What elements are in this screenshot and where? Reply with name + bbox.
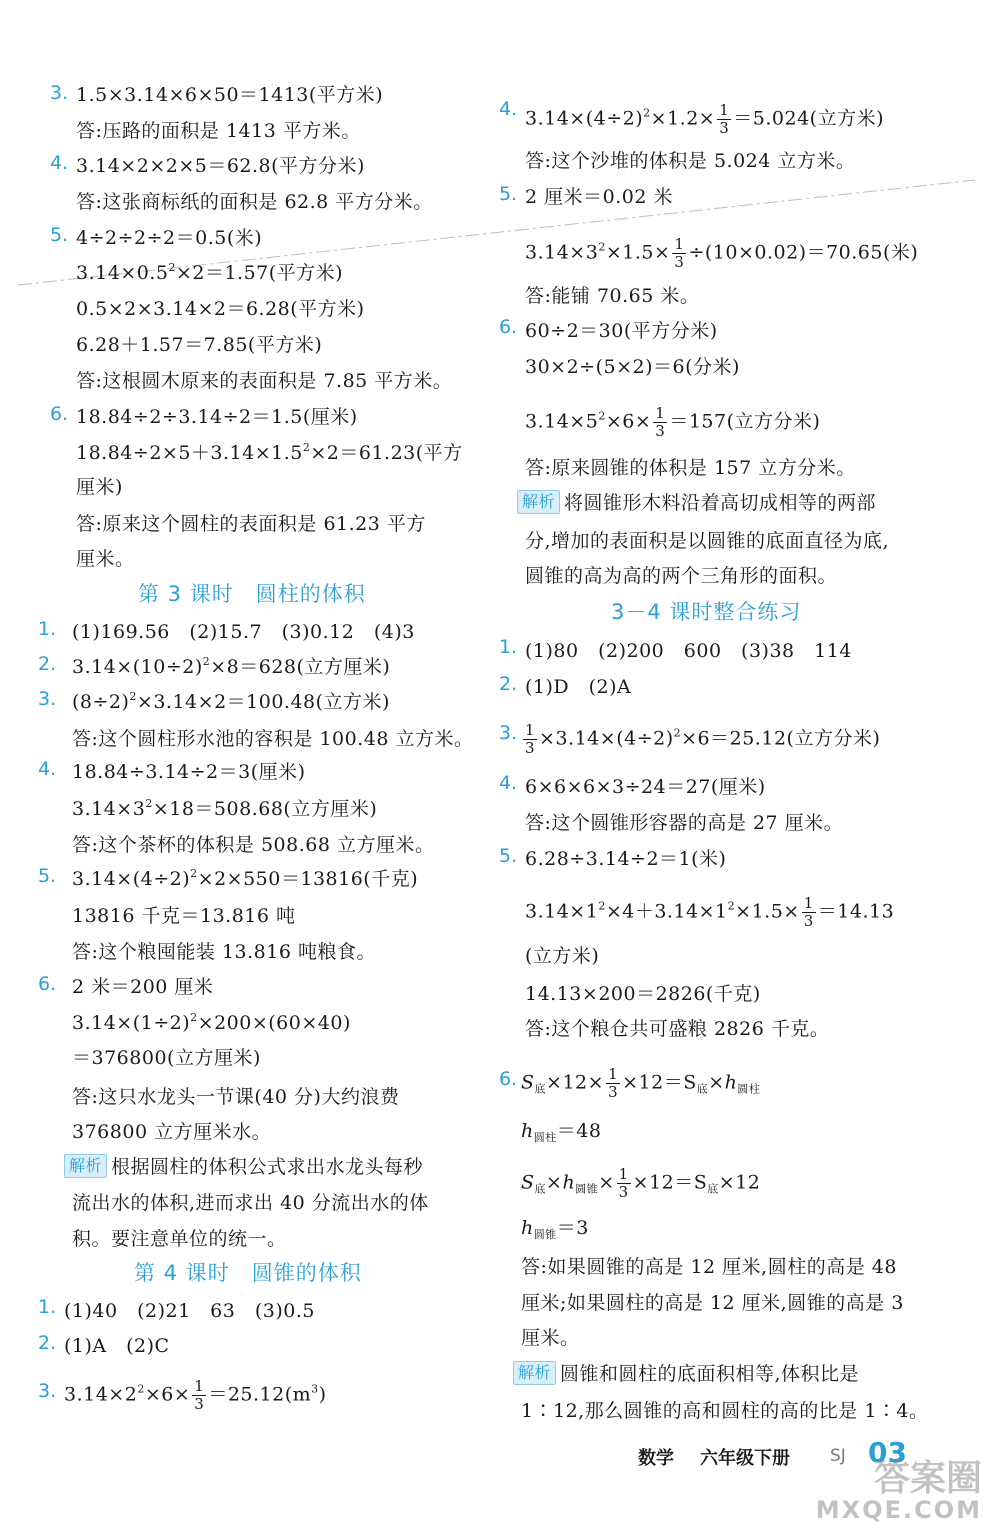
question-number: 6. — [499, 1068, 518, 1090]
question-number: 6. — [38, 973, 57, 995]
answer-line: 答:能铺 70.65 米。 — [525, 285, 700, 307]
question-number: 6. — [50, 403, 69, 425]
analysis-line: 解析 将圆锥形木料沿着高切成相等的两部 — [517, 490, 876, 516]
answer-line: $3.14\times 1^2\times 4+3.14\times 1^2\times 1.5\times$ $\frac{1}{3}$ ＝14.13 — [525, 894, 895, 930]
answer-line: $3.14\times 3^2\times 1.5\times$ $\frac{1}{3}$ ÷(10×0.02)＝70.65(米) — [525, 235, 919, 271]
answer-line: 6.28÷3.14÷2＝1(米) — [525, 848, 727, 870]
answer-line: 答:如果圆锥的高是 12 厘米,圆柱的高是 48 — [521, 1256, 897, 1278]
answer-line: 2 厘米＝0.02 米 — [525, 186, 673, 208]
answer-line: 答:这个茶杯的体积是 508.68 立方厘米。 — [72, 834, 435, 856]
question-number: 1. — [499, 636, 518, 658]
answer-line: $\frac{1}{3}$ $\times 3.14\times(4\div 2)^2\times 6=25.12$(立方分米) — [525, 721, 881, 757]
page-number: 03 — [868, 1436, 907, 1469]
question-number: 5. — [499, 845, 518, 867]
answer-line: $18.84\div 2\times 5+3.14\times 1.5^2\times 2=61.23$(平方 — [76, 441, 463, 464]
answer-line: 4÷2÷2÷2＝0.5(米) — [76, 227, 263, 249]
analysis-tag: 解析 — [513, 1361, 556, 1385]
section-heading-integrated: 3－4 课时整合练习 — [611, 600, 802, 624]
question-number: 4. — [50, 152, 69, 174]
question-number: 4. — [499, 98, 518, 120]
formula-line: $h_{圆柱}=48$ — [521, 1120, 602, 1144]
answer-line: 答:原来这个圆柱的表面积是 61.23 平方 — [76, 513, 426, 535]
fraction: $\frac{1}{3}$ — [194, 1377, 205, 1413]
question-number: 5. — [499, 183, 518, 205]
fraction: $\frac{1}{3}$ — [719, 101, 730, 137]
answer-line: 6×6×6×3÷24＝27(厘米) — [525, 776, 766, 798]
answer-line: 答:这个圆柱形水池的容积是 100.48 立方米。 — [72, 728, 474, 750]
footer-edition: SJ — [830, 1446, 846, 1466]
answer-line: 厘米) — [76, 476, 123, 498]
fraction: $\frac{1}{3}$ — [655, 404, 666, 440]
answer-line: 60÷2＝30(平方分米) — [525, 320, 718, 342]
answer-line: (立方米) — [525, 945, 600, 967]
analysis-tag: 解析 — [517, 490, 560, 514]
watermark-url: MXQE.COM — [815, 1496, 982, 1524]
answer-line: 18.84÷3.14÷2＝3(厘米) — [72, 761, 306, 783]
answer-line: $3.14\times(10\div 2)^2\times 8=628$(立方厘米) — [72, 655, 391, 678]
answer-line: 答:这个粮仓共可盛粮 2826 千克。 — [525, 1018, 830, 1040]
answer-line: 厘米。 — [521, 1327, 580, 1349]
answer-line: 376800 立方厘米水。 — [72, 1121, 272, 1143]
analysis-line: 流出水的体积,进而求出 40 分流出水的体 — [72, 1192, 429, 1214]
question-number: 2. — [499, 673, 518, 695]
answer-line: 3.14×2×2×5＝62.8(平方分米) — [76, 155, 365, 177]
footer-subject: 数学 — [638, 1448, 674, 1469]
analysis-line: 解析 圆锥和圆柱的底面积相等,体积比是 — [513, 1361, 859, 1387]
question-number: 3. — [499, 722, 518, 744]
answer-line: $3.14\times 3^2\times 18=508.68$(立方厘米) — [72, 797, 378, 820]
answer-line: (1)D (2)A — [525, 676, 632, 698]
watermark-logo — [815, 1450, 992, 1536]
section-heading-lesson3: 第 3 课时 圆柱的体积 — [138, 582, 366, 606]
answer-line: 30×2÷(5×2)＝6(分米) — [525, 356, 740, 378]
question-number: 3. — [38, 1380, 57, 1402]
analysis-line: 解析 根据圆柱的体积公式求出水龙头每秒 — [64, 1154, 423, 1180]
question-number: 4. — [499, 772, 518, 794]
answer-line: 答:这根圆木原来的表面积是 7.85 平方米。 — [76, 370, 453, 392]
answer-line: 答:这只水龙头一节课(40 分)大约浪费 — [72, 1086, 400, 1108]
question-number: 1. — [38, 1296, 57, 1318]
question-number: 5. — [50, 224, 69, 246]
formula-line: $h_{圆锥}=3$ — [521, 1217, 589, 1241]
section-heading-lesson4: 第 4 课时 圆锥的体积 — [134, 1261, 362, 1285]
watermark-text: 答案圈 — [873, 1458, 982, 1499]
answer-line: 厘米;如果圆柱的高是 12 厘米,圆锥的高是 3 — [521, 1292, 904, 1314]
answer-line: 18.84÷2÷3.14÷2＝1.5(厘米) — [76, 406, 358, 428]
answer-line: $3.14\times(1\div 2)^2\times 200\times(60\times 40)$ — [72, 1011, 351, 1034]
question-number: 4. — [38, 758, 57, 780]
answer-line: 13816 千克＝13.816 吨 — [72, 905, 296, 927]
answer-line: $3.14\times(4\div 2)^2\times 1.2\times$ $\frac{1}{3}$ ＝5.024(立方米) — [525, 101, 884, 137]
footer-grade: 六年级下册 — [700, 1448, 790, 1469]
analysis-tag: 解析 — [64, 1154, 107, 1178]
answer-line: ＝376800(立方厘米) — [72, 1047, 261, 1069]
answer-line: 答:这个圆锥形容器的高是 27 厘米。 — [525, 812, 844, 834]
answer-line: 1.5×3.14×6×50＝1413(平方米) — [76, 84, 384, 106]
answer-line: (1)A (2)C — [64, 1335, 170, 1357]
question-number: 5. — [38, 865, 57, 887]
answer-line: 答:原来圆锥的体积是 157 立方分米。 — [525, 457, 856, 479]
analysis-line: 1∶12,那么圆锥的高和圆柱的高的比是 1∶4。 — [521, 1400, 929, 1422]
question-number: 2. — [38, 653, 57, 675]
answer-line: (1)40 (2)21 63 (3)0.5 — [64, 1300, 315, 1322]
answer-line: 答:压路的面积是 1413 平方米。 — [76, 120, 361, 142]
question-number: 3. — [50, 82, 69, 104]
answer-line: 0.5×2×3.14×2＝6.28(平方米) — [76, 298, 365, 320]
fraction: $\frac{1}{3}$ — [674, 235, 685, 271]
question-number: 1. — [38, 618, 57, 640]
fraction: $\frac{1}{3}$ — [803, 894, 814, 930]
question-number: 2. — [38, 1332, 57, 1354]
answer-line: 答:这张商标纸的面积是 62.8 平方分米。 — [76, 191, 433, 213]
formula-line: $S_底\times 12\times$ $\frac{1}{3}$ $\times 12=S_底\times h_{圆柱}$ — [521, 1065, 761, 1101]
analysis-line: 圆锥的高为高的两个三角形的面积。 — [525, 565, 838, 587]
fraction: $\frac{1}{3}$ — [525, 721, 536, 757]
answer-line: 厘米。 — [76, 548, 135, 570]
analysis-line: 积。要注意单位的统一。 — [72, 1228, 287, 1250]
answer-line: 答:这个粮囤能装 13.816 吨粮食。 — [72, 941, 376, 963]
answer-line: $3.14\times(4\div 2)^2\times 2\times 550=13816$(千克) — [72, 867, 419, 890]
answer-line: $3.14\times 2^2\times 6\times$ $\frac{1}{3}$ $=25.12(m^3)$ — [64, 1377, 327, 1413]
analysis-line: 分,增加的表面积是以圆锥的底面直径为底, — [525, 530, 890, 552]
fraction: $\frac{1}{3}$ — [608, 1065, 619, 1101]
formula-line: $S_底\times h_{圆锥}\times$ $\frac{1}{3}$ $\times 12=S_底\times 12$ — [521, 1165, 761, 1201]
answer-line: 答:这个沙堆的体积是 5.024 立方米。 — [525, 150, 856, 172]
question-number: 3. — [38, 688, 57, 710]
answer-line: (1)169.56 (2)15.7 (3)0.12 (4)3 — [72, 621, 415, 643]
question-number: 6. — [499, 316, 518, 338]
answer-line: 6.28＋1.57＝7.85(平方米) — [76, 334, 323, 356]
answer-line: (1)80 (2)200 600 (3)38 114 — [525, 640, 852, 662]
answer-line: $3.14\times 0.5^2\times 2=1.57$(平方米) — [76, 261, 344, 284]
answer-line: $3.14\times 5^2\times 6\times$ $\frac{1}{3}$ ＝157(立方分米) — [525, 404, 821, 440]
answer-line: 2 米＝200 厘米 — [72, 976, 214, 998]
answer-line: 14.13×200＝2826(千克) — [525, 983, 761, 1005]
answer-line: $(8\div 2)^2\times 3.14\times 2=100.48$(立方米) — [72, 690, 390, 713]
fraction: $\frac{1}{3}$ — [618, 1165, 629, 1201]
